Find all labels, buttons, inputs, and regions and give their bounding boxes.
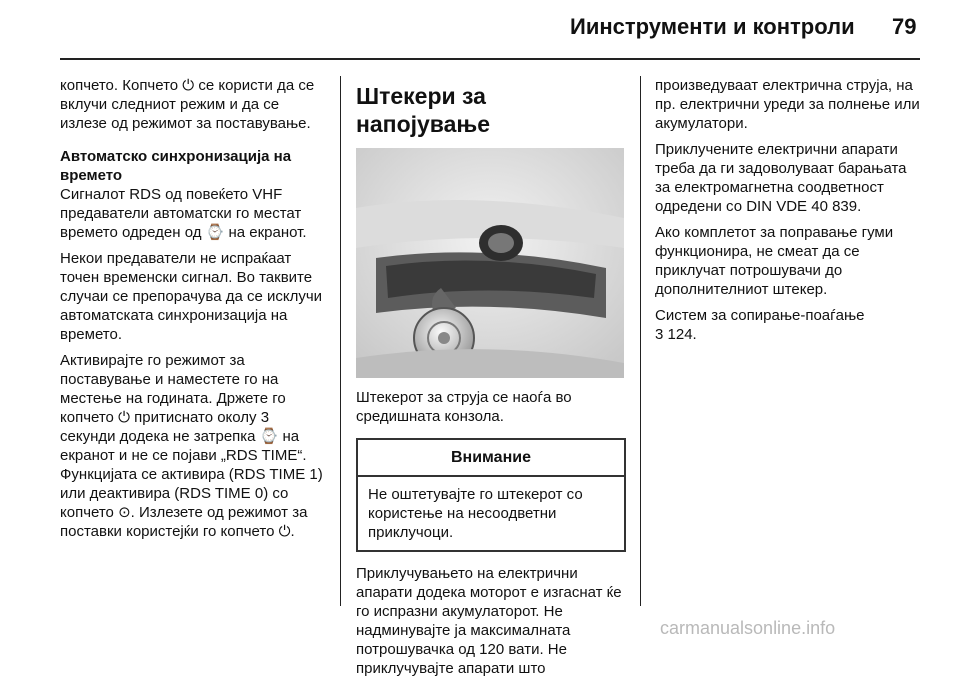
paragraph: Некои предаватели не испраќаат точен временски сигнал. Во таквите случаи се препорачува да се исклучи автоматската синхронизација на времето. xyxy=(60,250,323,343)
header-rule xyxy=(60,58,920,60)
column-divider-left xyxy=(340,76,341,606)
column-divider-right xyxy=(640,76,641,606)
paragraph: Приклучувањето на електрични апарати додека моторот е изгаснат ќе го испразни акумулаторот. Не надминувајте ја максималната потрошувачка од 120 вати. Не приклучувајте апарати што xyxy=(356,565,622,677)
page-number: 79 xyxy=(892,14,917,39)
paragraph: Приклучените електрични апарати треба да ги задоволуваат барањата за електромагнетна соодветност одредени со DIN VDE 40 839. xyxy=(655,141,907,215)
image-caption: Штекерот за струја се наоѓа во средишната конзола. xyxy=(356,389,572,425)
warning-text: Не оштетувајте го штекерот со користење на несоодветни приклучоци. xyxy=(368,486,583,541)
page-reference: 3 124. xyxy=(655,326,697,343)
paragraph: копчето. Копчето ⏻ се користи да се вклучи следниот режим и да се излезе од режимот за поставување. xyxy=(60,77,315,132)
page-header-title: Иинструменти и контроли xyxy=(570,14,855,39)
watermark: carmanualsonline.info xyxy=(660,618,836,638)
section-title: Штекери за напојување xyxy=(356,83,491,137)
power-socket-photo xyxy=(356,148,624,378)
paragraph: Систем за сопирање-поаѓање xyxy=(655,307,865,324)
sub-heading: Автоматско синхронизација на времето xyxy=(60,148,292,184)
paragraph: Активирајте го режимот за поставување и наместете го на местење на годината. Држете го копчето ⏻ притиснато околу 3 секунди додека не затрепка ⌚ на екранот и не се појави „RDS TIME“. Функцијата се активира (RDS TIME 1) или деактивира (RDS TIME 0) со копчето ⊙. Излезете од режимот за поставки користејќи го копчето ⏻. xyxy=(60,352,323,540)
paragraph: Ако комплетот за поправање гуми функционира, не смеат да се приклучат потрошувачи до дополнителниот штекер. xyxy=(655,224,894,298)
paragraph: Сигналот RDS од повеќето VHF предаватели автоматски го местат времето одреден од ⌚ на екранот. xyxy=(60,186,307,241)
warning-title: Внимание xyxy=(358,440,624,477)
column-middle xyxy=(356,76,626,685)
column-left xyxy=(60,76,328,548)
paragraph: произведуваат електрична струја, на пр. електрични уреди за полнење или акумулатори. xyxy=(655,77,920,132)
warning-box xyxy=(356,438,626,552)
column-right xyxy=(655,76,925,351)
